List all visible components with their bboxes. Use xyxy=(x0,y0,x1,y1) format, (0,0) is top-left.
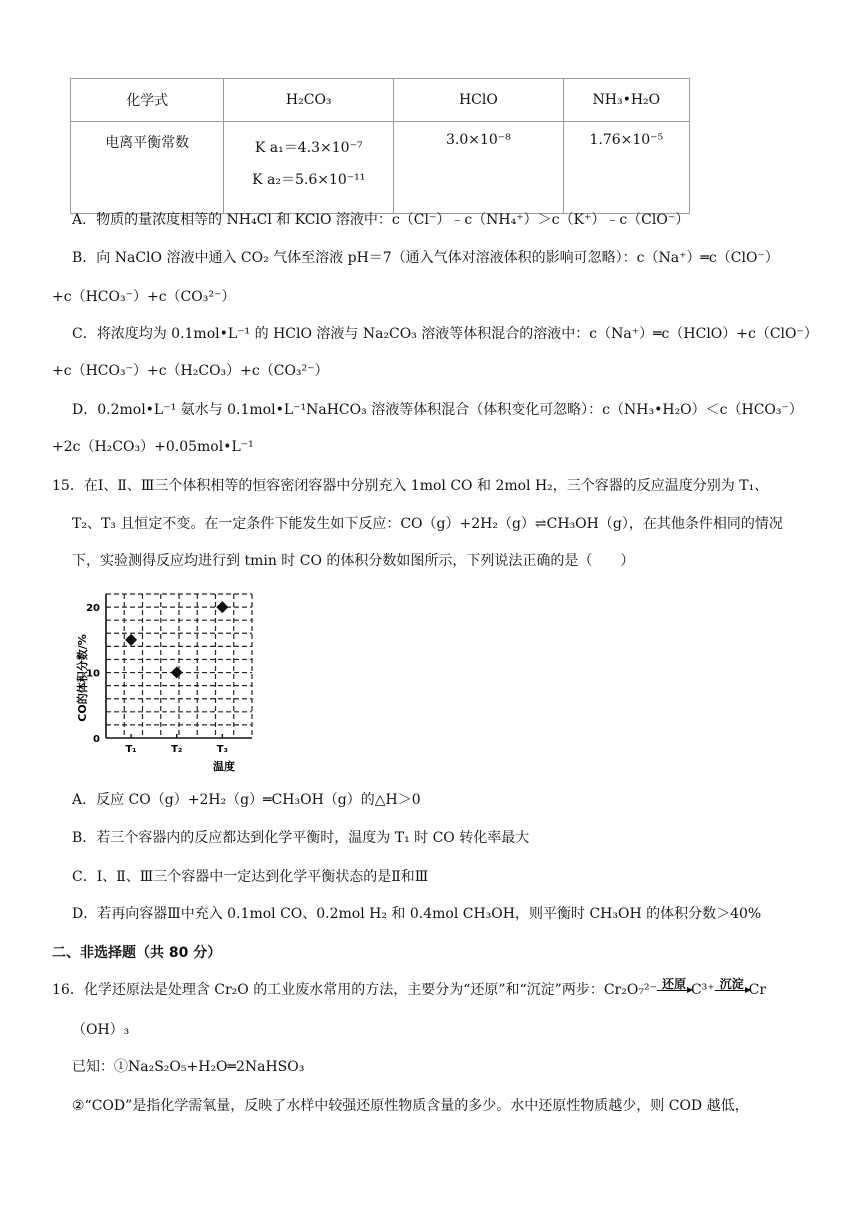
q15-stem-line2: T₂、T₃ 且恒定不变。在一定条件下能发生如下反应：CO（g）+2H₂（g）⇌CH₃OH（g），在其他条件相同的情况 xyxy=(72,516,783,532)
q14-option-c-line2: +c（HCO₃⁻）+c（H₂CO₃）+c（CO₃²⁻） xyxy=(52,363,329,379)
q16-stem-start: 16．化学还原法是处理含 Cr₂O 的工业废水常用的方法，主要分为“还原”和“沉淀”两步：Cr₂O₇²⁻ xyxy=(52,982,657,998)
ka2-value: K a₂＝5.6×10⁻¹¹ xyxy=(252,172,366,188)
y-tick-label: 20 xyxy=(86,603,100,615)
data-point xyxy=(216,601,228,613)
chart-x-axis-label: 温度 xyxy=(213,760,235,773)
q16-intermediate: C³⁺ xyxy=(690,982,715,998)
q16-stem-line1 xyxy=(52,977,812,1000)
q16-known-1: 已知：①Na₂S₂O₅+H₂O═2NaHSO₃ xyxy=(72,1059,305,1075)
data-point xyxy=(171,667,183,679)
q15-option-c: C．Ⅰ、Ⅱ、Ⅲ三个容器中一定达到化学平衡状态的是Ⅱ和Ⅲ xyxy=(72,869,429,885)
ka1-value: K a₁＝4.3×10⁻⁷ xyxy=(254,140,363,156)
co-volume-fraction-chart xyxy=(74,588,264,774)
table-header-row xyxy=(71,79,690,122)
x-tick-label: T₃ xyxy=(216,744,228,755)
table-header-cell: NH₃•H₂O xyxy=(563,79,689,122)
q14-option-d-line1: D．0.2mol•L⁻¹ 氨水与 0.1mol•L⁻¹NaHCO₃ 溶液等体积混合（体积变化可忽略）：c（NH₃•H₂O）＜c（HCO₃⁻） xyxy=(72,402,803,418)
table-header-cell: 化学式 xyxy=(71,79,224,122)
x-tick-label: T₂ xyxy=(171,744,183,755)
reduce-arrow-label: 还原 xyxy=(661,977,686,991)
data-point xyxy=(125,634,137,646)
precipitate-arrow xyxy=(715,977,749,997)
q15-stem-line1: 15．在Ⅰ、Ⅱ、Ⅲ三个体积相等的恒容密闭容器中分别充入 1mol CO 和 2mol H₂，三个容器的反应温度分别为 T₁、 xyxy=(52,478,769,494)
q14-option-d-line2: +2c（H₂CO₃）+0.05mol•L⁻¹ xyxy=(52,439,254,455)
table-row xyxy=(71,122,690,214)
table-cell-hclo: 3.0×10⁻⁸ xyxy=(394,122,564,214)
x-tick-label: T₁ xyxy=(125,744,137,755)
table-cell-h2co3 xyxy=(224,122,394,214)
q14-option-c-line1: C．将浓度均为 0.1mol•L⁻¹ 的 HClO 溶液与 Na₂CO₃ 溶液等体积混合的溶液中：c（Na⁺）═c（HClO）+c（ClO⁻） xyxy=(72,326,818,342)
chart-points xyxy=(125,601,228,678)
chart-y-axis-label: CO的体积分数/% xyxy=(76,634,89,722)
q15-option-a: A．反应 CO（g）+2H₂（g）═CH₃OH（g）的△H＞0 xyxy=(72,792,421,808)
q14-option-a: A．物质的量浓度相等的 NH₄Cl 和 KClO 溶液中：c（Cl⁻）﹣c（NH₄⁺）＞c（K⁺）﹣c（ClO⁻） xyxy=(72,212,690,228)
chart-axes xyxy=(86,594,252,755)
ionization-constant-table xyxy=(70,78,690,214)
table-header-cell: HClO xyxy=(394,79,564,122)
chart-grid xyxy=(106,594,252,738)
q14-option-b-line1: B．向 NaClO 溶液中通入 CO₂ 气体至溶液 pH＝7（通入气体对溶液体积的影响可忽略）：c（Na⁺）═c（ClO⁻） xyxy=(72,250,779,266)
table-header-cell: H₂CO₃ xyxy=(224,79,394,122)
table-row-label: 电离平衡常数 xyxy=(71,122,224,214)
q16-known-2: ②“COD”是指化学需氧量，反映了水样中较强还原性物质含量的多少。水中还原性物质越少，则 COD 越低， xyxy=(72,1098,749,1114)
q16-product: Cr xyxy=(748,982,767,998)
table-cell-nh3: 1.76×10⁻⁵ xyxy=(563,122,689,214)
y-tick-label: 10 xyxy=(86,668,100,680)
q16-stem-line2: （OH）₃ xyxy=(72,1022,130,1038)
q15-option-d: D．若再向容器Ⅲ中充入 0.1mol CO、0.2mol H₂ 和 0.4mol CH₃OH，则平衡时 CH₃OH 的体积分数＞40% xyxy=(72,906,762,922)
q15-option-b: B．若三个容器内的反应都达到化学平衡时，温度为 T₁ 时 CO 转化率最大 xyxy=(72,830,530,846)
q14-option-b-line2: +c（HCO₃⁻）+c（CO₃²⁻） xyxy=(52,289,236,305)
section-heading: 二、非选择题（共 80 分） xyxy=(52,945,222,961)
y-tick-label: 0 xyxy=(93,734,100,745)
q15-stem-line3: 下，实验测得反应均进行到 tmin 时 CO 的体积分数如图所示，下列说法正确的是（ ） xyxy=(72,553,635,569)
precipitate-arrow-label: 沉淀 xyxy=(719,977,744,991)
reduce-arrow xyxy=(657,977,691,997)
